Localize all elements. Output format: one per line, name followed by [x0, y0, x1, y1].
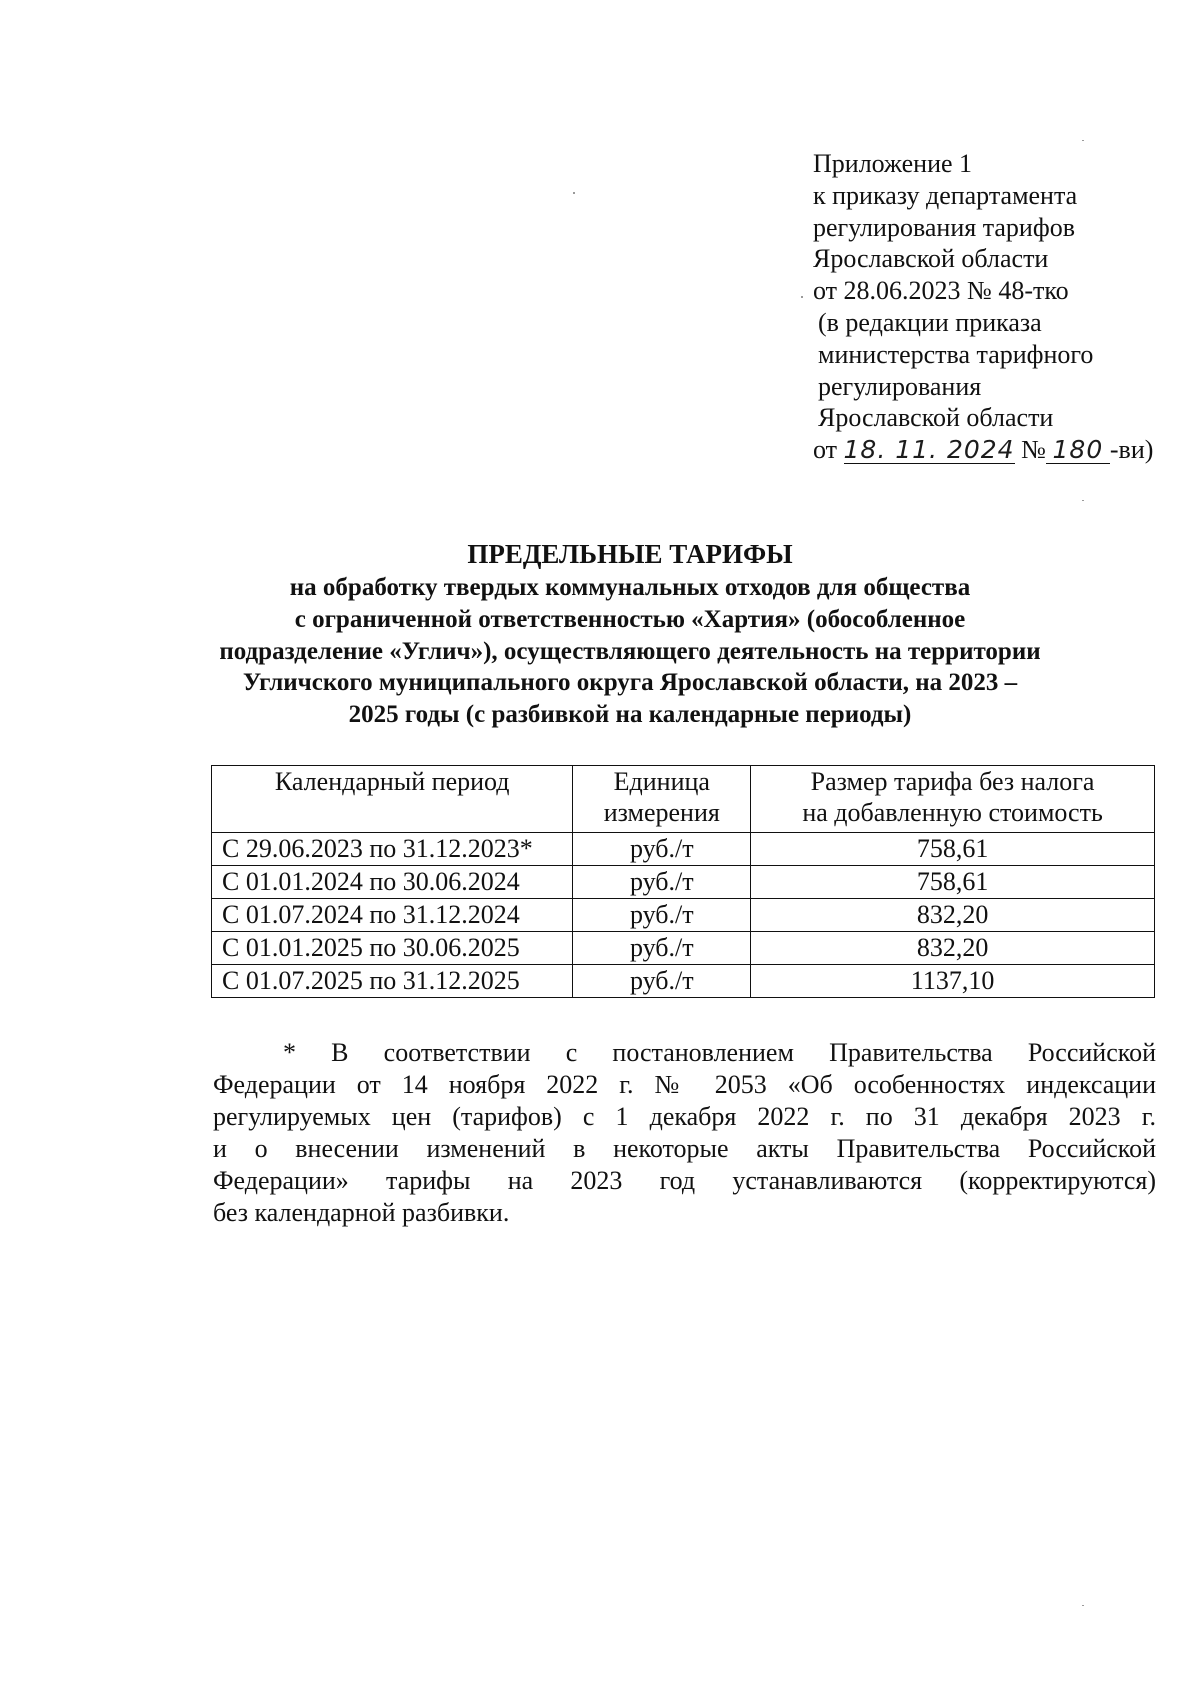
- table-row: [212, 932, 1155, 965]
- footnote-line: Федерации» тарифы на 2023 год устанавливаются (корректируются): [213, 1166, 1156, 1195]
- tariff-table: [211, 765, 1155, 998]
- appendix-line: регулирования: [818, 371, 982, 401]
- subtitle-line: на обработку твердых коммунальных отходов для общества: [289, 574, 971, 601]
- scan-speck: [573, 192, 575, 194]
- header-period-label: Календарный период: [274, 767, 510, 796]
- table-row: [212, 866, 1155, 899]
- subtitle-line: 2025 годы (с разбивкой на календарные периоды): [348, 701, 912, 729]
- header-unit-label-1: Единица: [613, 767, 710, 796]
- footnote: [213, 1037, 1156, 1229]
- cell-period: С 01.07.2024 по 31.12.2024: [212, 899, 573, 932]
- cell-period: С 01.01.2025 по 30.06.2025: [212, 932, 573, 965]
- header-unit-label-2: измерения: [603, 798, 720, 827]
- header-unit: [573, 766, 751, 833]
- cell-unit: руб./т: [573, 833, 751, 866]
- document-title: [160, 537, 1100, 731]
- appendix-header: [813, 148, 1173, 466]
- cell-value: 758,61: [751, 866, 1155, 899]
- header-period: [212, 766, 573, 833]
- table-row: [212, 965, 1155, 998]
- appendix-line: Ярославской области: [813, 244, 1049, 274]
- cell-period: С 01.01.2024 по 30.06.2024: [212, 866, 573, 899]
- cell-unit: руб./т: [573, 866, 751, 899]
- footnote-line: Федерации от 14 ноября 2022 г. № 2053 «Об особенностях индексации: [213, 1070, 1156, 1099]
- appendix-line: к приказу департамента: [813, 180, 1078, 210]
- cell-unit: руб./т: [573, 965, 751, 998]
- cell-value: 832,20: [751, 932, 1155, 965]
- cell-value: 758,61: [751, 833, 1155, 866]
- amendment-suffix: -ви): [1109, 435, 1154, 465]
- appendix-line: от 28.06.2023 № 48-тко: [813, 276, 1069, 306]
- cell-unit: руб./т: [573, 932, 751, 965]
- cell-value: 1137,10: [751, 965, 1155, 998]
- amendment-prefix: от: [813, 435, 838, 465]
- number-sign: №: [1021, 435, 1046, 465]
- footnote-line: регулируемых цен (тарифов) с 1 декабря 2022 г. по 31 декабря 2023 г.: [213, 1102, 1156, 1131]
- subtitle-line: с ограниченной ответственностью «Хартия» (обособленное: [294, 605, 966, 633]
- table-row: [212, 833, 1155, 866]
- appendix-line: министерства тарифного: [818, 339, 1094, 369]
- header-value-label-1: Размер тарифа без налога: [810, 767, 1095, 796]
- title-subtitle: [160, 572, 1100, 731]
- scan-speck: [1082, 500, 1084, 501]
- cell-period: С 01.07.2025 по 31.12.2025: [212, 965, 573, 998]
- appendix-line: Приложение 1: [813, 149, 973, 178]
- footnote-line: без календарной разбивки.: [213, 1198, 510, 1227]
- appendix-line: регулирования тарифов: [813, 212, 1075, 242]
- amendment-date-line: [813, 434, 1173, 466]
- subtitle-line: подразделение «Углич»), осуществляющего деятельность на территории: [219, 637, 1041, 665]
- cell-value: 832,20: [751, 899, 1155, 932]
- handwritten-date: 18. 11. 2024: [843, 435, 1015, 465]
- cell-unit: руб./т: [573, 899, 751, 932]
- scan-speck: [1082, 1605, 1084, 1606]
- header-value-label-2: на добавленную стоимость: [802, 798, 1103, 827]
- title-main: ПРЕДЕЛЬНЫЕ ТАРИФЫ: [467, 539, 793, 569]
- appendix-line: Ярославской области: [818, 403, 1054, 433]
- scan-speck: [801, 296, 803, 298]
- table-header-row: [212, 766, 1155, 833]
- scan-speck: [1082, 140, 1084, 141]
- handwritten-number: 180: [1046, 437, 1110, 464]
- footnote-line: * В соответствии с постановлением Правительства Российской: [283, 1038, 1156, 1067]
- subtitle-line: Угличского муниципального округа Ярославской области, на 2023 –: [242, 669, 1018, 697]
- header-value: [751, 766, 1155, 833]
- footnote-line: и о внесении изменений в некоторые акты Правительства Российской: [213, 1134, 1156, 1163]
- cell-period: С 29.06.2023 по 31.12.2023*: [212, 833, 573, 866]
- appendix-line: (в редакции приказа: [818, 307, 1042, 337]
- table-row: [212, 899, 1155, 932]
